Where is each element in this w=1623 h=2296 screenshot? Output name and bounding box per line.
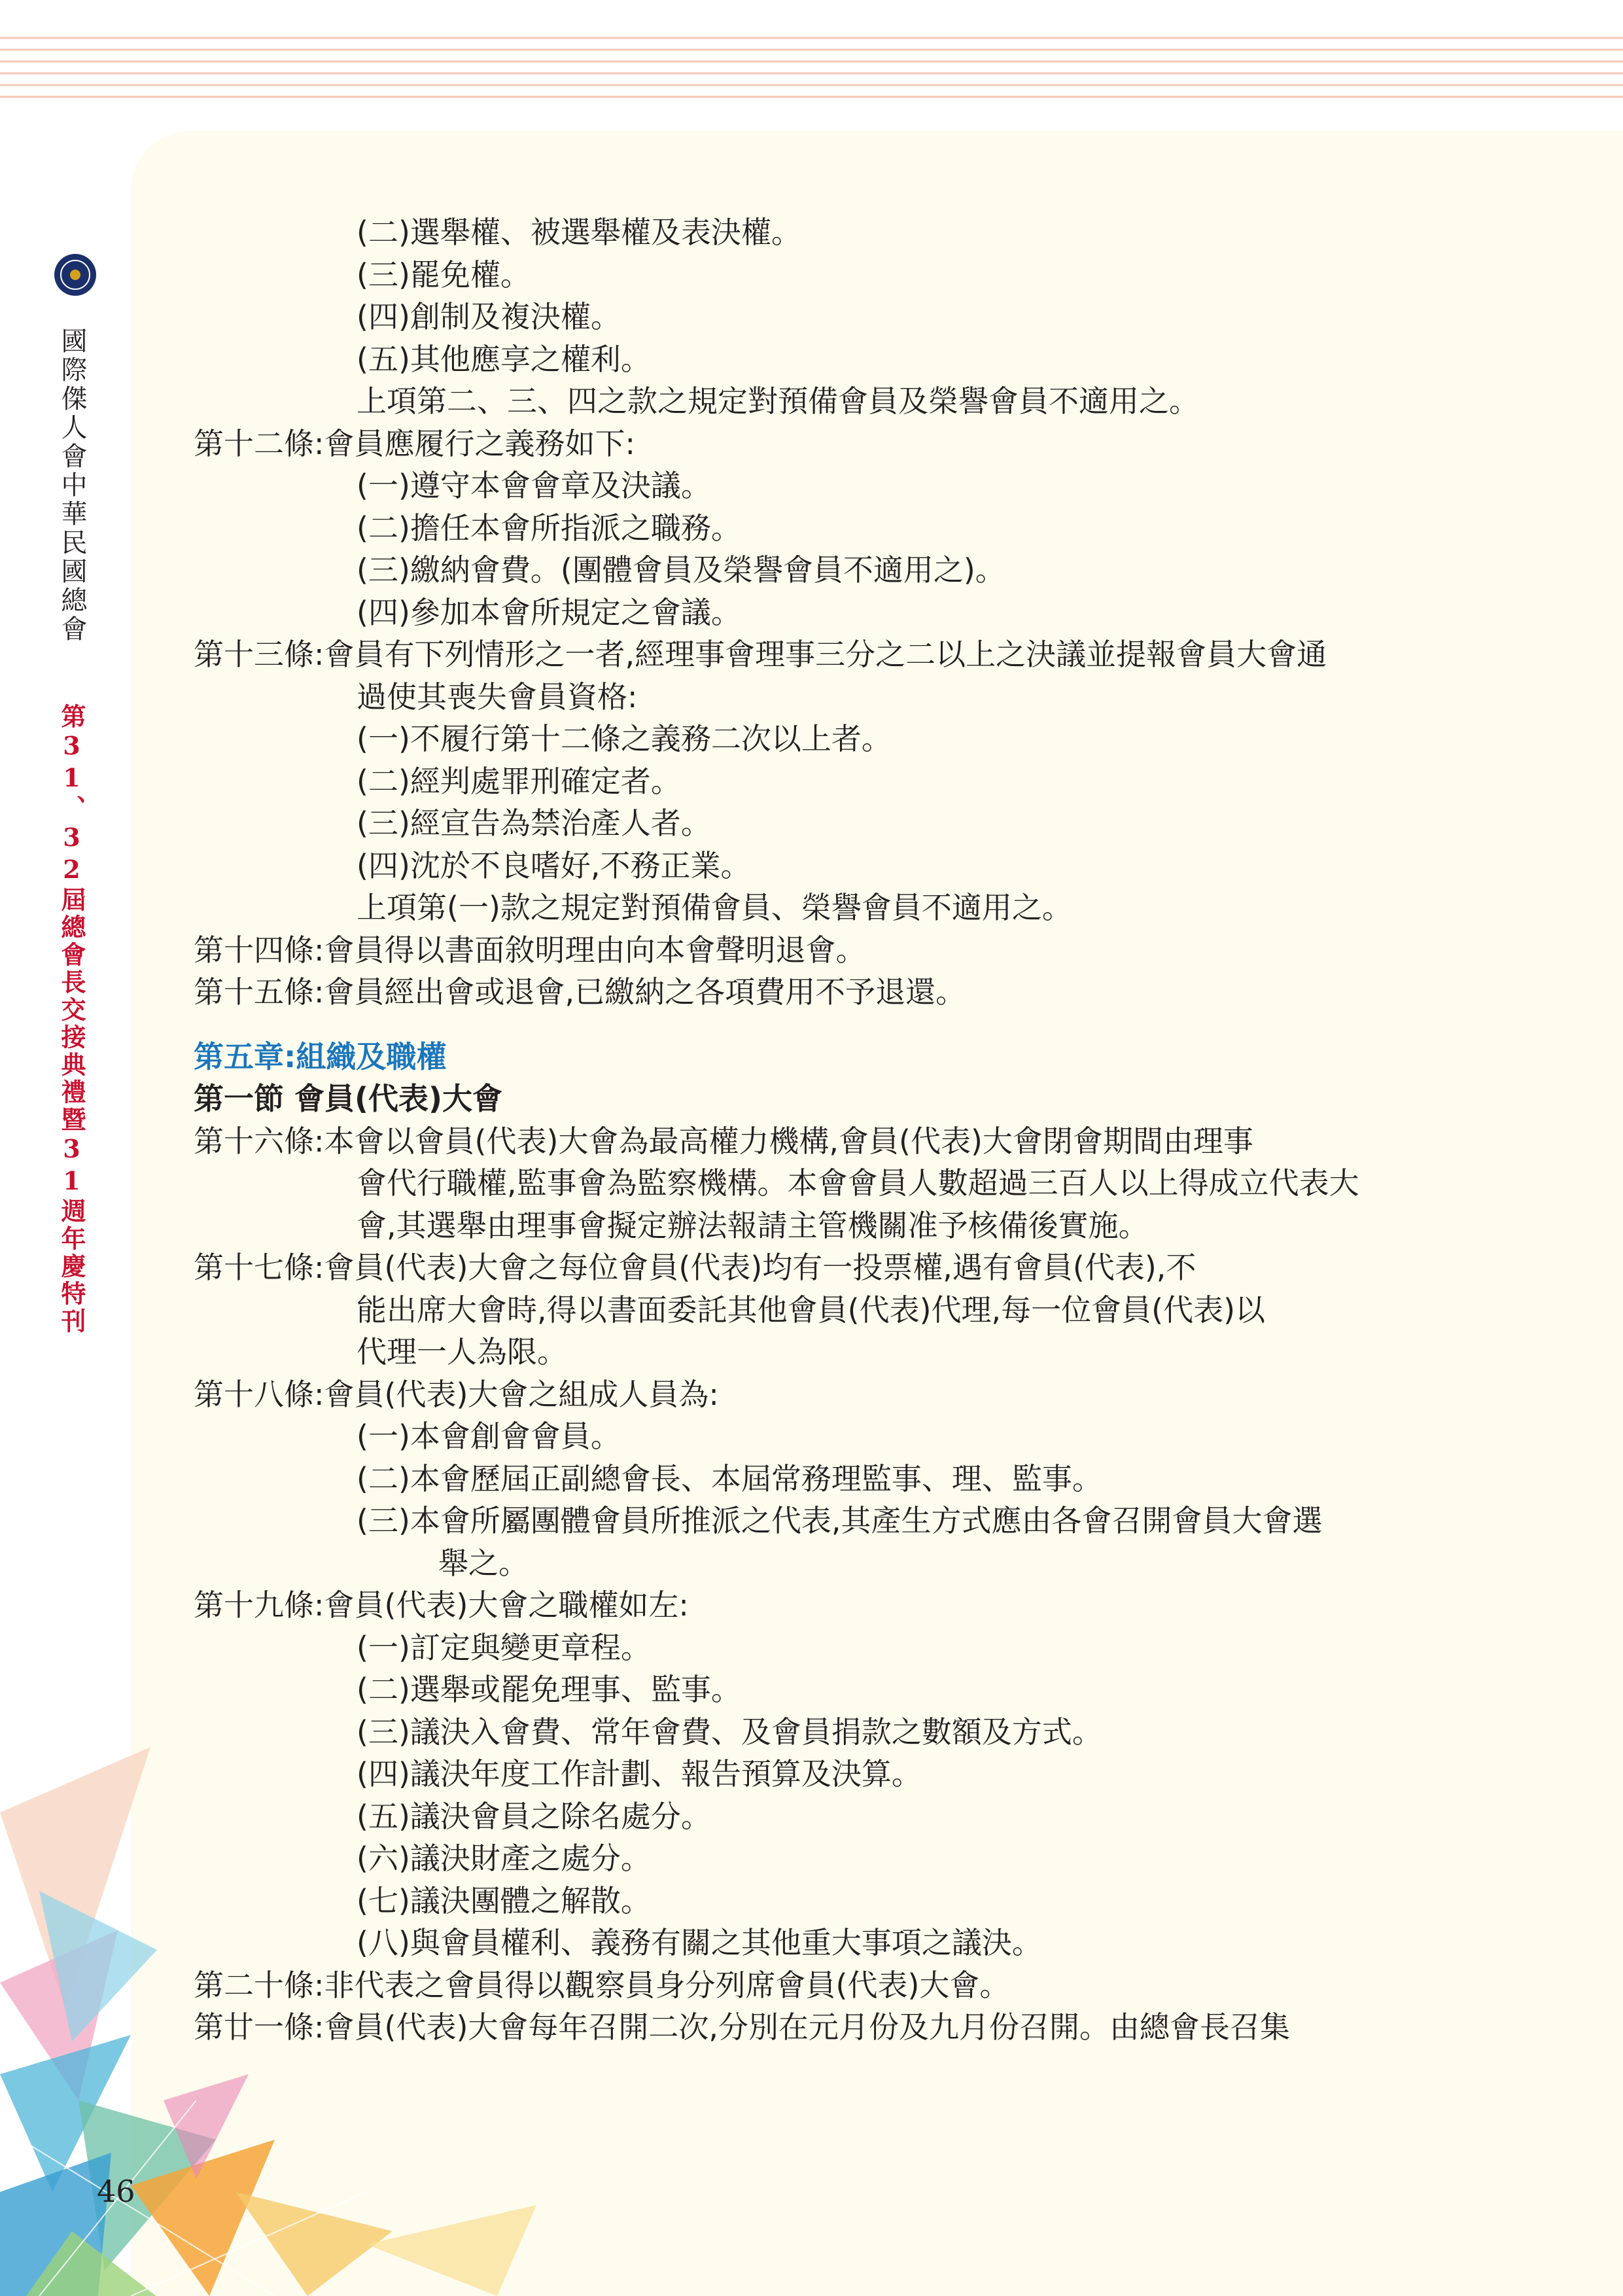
text-line: (四)沈於不良嗜好,不務正業。 bbox=[357, 847, 751, 883]
text-line: 過使其喪失會員資格: bbox=[357, 679, 638, 715]
text-line: 第二十條:非代表之會員得以觀察員身分列席會員(代表)大會。 bbox=[194, 1967, 1010, 2003]
text-line: 會,其選舉由理事會擬定辦法報請主管機關准予核備後實施。 bbox=[357, 1207, 1149, 1243]
text-line: (三)議決入會費、常年會費、及會員捐款之數額及方式。 bbox=[357, 1714, 1102, 1750]
text-line: (七)議決團體之解散。 bbox=[357, 1882, 651, 1918]
text-line: (一)不履行第十二條之義務二次以上者。 bbox=[357, 721, 892, 756]
text-line: (三)罷免權。 bbox=[357, 256, 531, 292]
text-line: (八)與會員權利、義務有關之其他重大事項之議決。 bbox=[357, 1925, 1042, 1960]
text-line: (三)繳納會費。(團體會員及榮譽會員不適用之)。 bbox=[357, 552, 1005, 588]
text-line: (二)本會歷屆正副總會長、本屆常務理監事、理、監事。 bbox=[357, 1460, 1102, 1496]
text-line: (一)遵守本會會章及決議。 bbox=[357, 468, 711, 503]
text-line: 第十七條:會員(代表)大會之每位會員(代表)均有一投票權,遇有會員(代表),不 bbox=[194, 1250, 1196, 1285]
text-line: (四)創制及複決權。 bbox=[357, 299, 621, 334]
text-line: 上項第(一)款之規定對預備會員、榮譽會員不適用之。 bbox=[357, 890, 1072, 925]
text-line: (五)議決會員之除名處分。 bbox=[357, 1798, 711, 1834]
section-heading: 第一節 會員(代表)大會 bbox=[194, 1081, 503, 1116]
text-line: 第十九條:會員(代表)大會之職權如左: bbox=[194, 1587, 689, 1623]
text-line: 第十六條:本會以會員(代表)大會為最高權力機構,會員(代表)大會閉會期間由理事 bbox=[194, 1123, 1253, 1159]
text-line: (一)本會創會會員。 bbox=[357, 1419, 621, 1454]
text-line: (二)經判處罪刑確定者。 bbox=[357, 763, 681, 799]
text-line: (一)訂定與變更章程。 bbox=[357, 1629, 651, 1665]
text-line: (二)選舉權、被選舉權及表決權。 bbox=[357, 215, 801, 250]
text-line: 第十八條:會員(代表)大會之組成人員為: bbox=[194, 1376, 719, 1412]
text-line: (四)議決年度工作計劃、報告預算及決算。 bbox=[357, 1756, 922, 1792]
text-line: 舉之。 bbox=[438, 1545, 529, 1581]
page-number: 46 bbox=[97, 2174, 135, 2209]
text-line: 第廿一條:會員(代表)大會每年召開二次,分別在元月份及九月份召開。由總會長召集 bbox=[194, 2009, 1291, 2045]
text-line: (三)經宣告為禁治產人者。 bbox=[357, 805, 711, 841]
text-line: 第十四條:會員得以書面敘明理由向本會聲明退會。 bbox=[194, 932, 866, 968]
text-line: (三)本會所屬團體會員所推派之代表,其產生方式應由各會召開會員大會選 bbox=[357, 1503, 1323, 1538]
text-line: (五)其他應享之權利。 bbox=[357, 341, 651, 377]
text-line: (二)選舉或罷免理事、監事。 bbox=[357, 1672, 741, 1707]
text-line: 第十三條:會員有下列情形之一者,經理事會理事三分之二以上之決議並提報會員大會通 bbox=[194, 637, 1327, 672]
text-line: 代理一人為限。 bbox=[357, 1334, 567, 1369]
text-line: (四)參加本會所規定之會議。 bbox=[357, 594, 741, 630]
text-line: 第十二條:會員應履行之義務如下: bbox=[194, 425, 635, 461]
text-line: (二)擔任本會所指派之職務。 bbox=[357, 510, 741, 546]
chapter-heading: 第五章:組織及職權 bbox=[194, 1038, 447, 1074]
side-title-organization: 國際傑人會中華民國總會 bbox=[57, 327, 87, 644]
text-line: 第十五條:會員經出會或退會,已繳納之各項費用不予退還。 bbox=[194, 974, 966, 1010]
side-title-edition: 第31、32屆總會長交接典禮暨31週年慶特刊 bbox=[57, 703, 86, 1335]
text-line: 上項第二、三、四之款之規定對預備會員及榮譽會員不適用之。 bbox=[357, 383, 1199, 419]
text-line: 能出席大會時,得以書面委託其他會員(代表)代理,每一位會員(代表)以 bbox=[357, 1292, 1266, 1328]
text-line: (六)議決財產之處分。 bbox=[357, 1841, 651, 1876]
text-line: 會代行職權,監事會為監察機構。本會會員人數超過三百人以上得成立代表大 bbox=[357, 1165, 1359, 1201]
